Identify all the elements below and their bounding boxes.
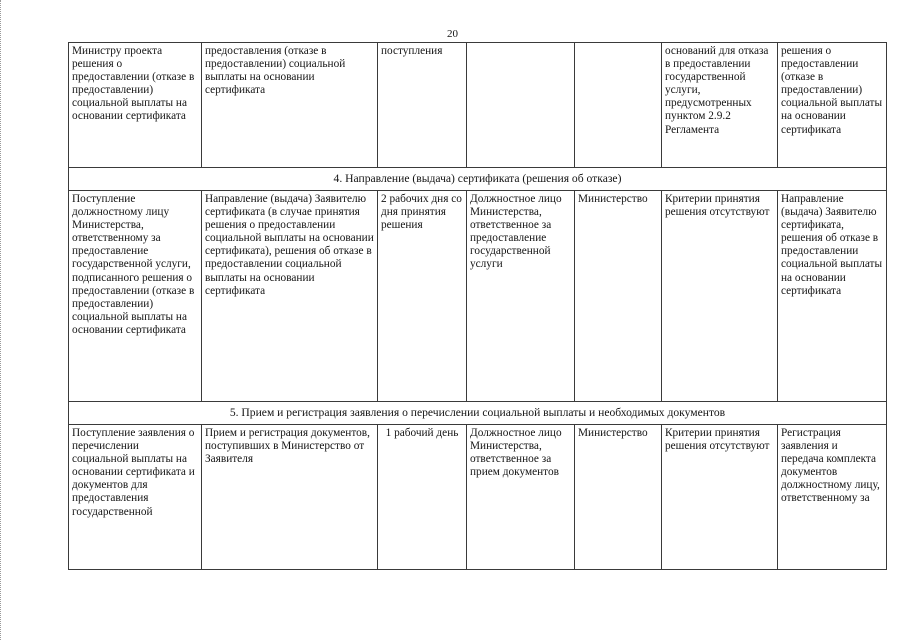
table-cell-responsible: Должностное лицо Министерства, ответственное за прием документов xyxy=(467,425,575,570)
page-scan-edge xyxy=(0,0,4,640)
procedure-table xyxy=(68,42,887,570)
table-cell-place xyxy=(575,43,662,168)
section-heading: 4. Направление (выдача) сертификата (решения об отказе) xyxy=(69,168,887,191)
page-number: 20 xyxy=(447,28,458,40)
table-row xyxy=(69,425,887,570)
table-cell-criteria: Критерии принятия решения отсутствуют xyxy=(662,191,778,402)
table-cell-action: предоставления (отказе в предоставлении) социальной выплаты на основании сертификата xyxy=(202,43,378,168)
table-cell-basis: Поступление заявления о перечислении социальной выплаты на основании сертификата и документов для предоставления государственной xyxy=(69,425,202,570)
table-cell-basis: Поступление должностному лицу Министерства, ответственному за предоставление государственной услуги, подписанного решения о предоставлении (отказе в предоставлении) социальной выплаты на основании сертификата xyxy=(69,191,202,402)
table-row xyxy=(69,43,887,168)
table-cell-action: Прием и регистрация документов, поступивших в Министерство от Заявителя xyxy=(202,425,378,570)
section-heading: 5. Прием и регистрация заявления о перечислении социальной выплаты и необходимых документов xyxy=(69,402,887,425)
table-cell-result: Направление (выдача) Заявителю сертификата, решения об отказе в предоставлении социальной выплаты на основании сертификата xyxy=(778,191,887,402)
table-cell-criteria: Критерии принятия решения отсутствуют xyxy=(662,425,778,570)
section-heading-row xyxy=(69,168,887,191)
table-cell-result: решения о предоставлении (отказе в предоставлении) социальной выплаты на основании сертификата xyxy=(778,43,887,168)
table-cell-place: Министерство xyxy=(575,425,662,570)
table-cell-criteria: оснований для отказа в предоставлении государственной услуги, предусмотренных пунктом 2.9.2 Регламента xyxy=(662,43,778,168)
table-cell-basis: Министру проекта решения о предоставлении (отказе в предоставлении) социальной выплаты на основании сертификата xyxy=(69,43,202,168)
table-cell-duration: 2 рабочих дня со дня принятия решения xyxy=(378,191,467,402)
table-row xyxy=(69,191,887,402)
table-cell-place: Министерство xyxy=(575,191,662,402)
table-cell-action: Направление (выдача) Заявителю сертификата (в случае принятия решения о предоставлении социальной выплаты на основании сертификата), решения об отказе в предоставлении социальной выплаты на основании сертификата xyxy=(202,191,378,402)
table-cell-responsible: Должностное лицо Министерства, ответственное за предоставление государственной услуги xyxy=(467,191,575,402)
table-cell-duration: поступления xyxy=(378,43,467,168)
section-heading-row xyxy=(69,402,887,425)
table-cell-duration: 1 рабочий день xyxy=(378,425,467,570)
table-cell-responsible xyxy=(467,43,575,168)
table-cell-result: Регистрация заявления и передача комплекта документов должностному лицу, ответственному за xyxy=(778,425,887,570)
